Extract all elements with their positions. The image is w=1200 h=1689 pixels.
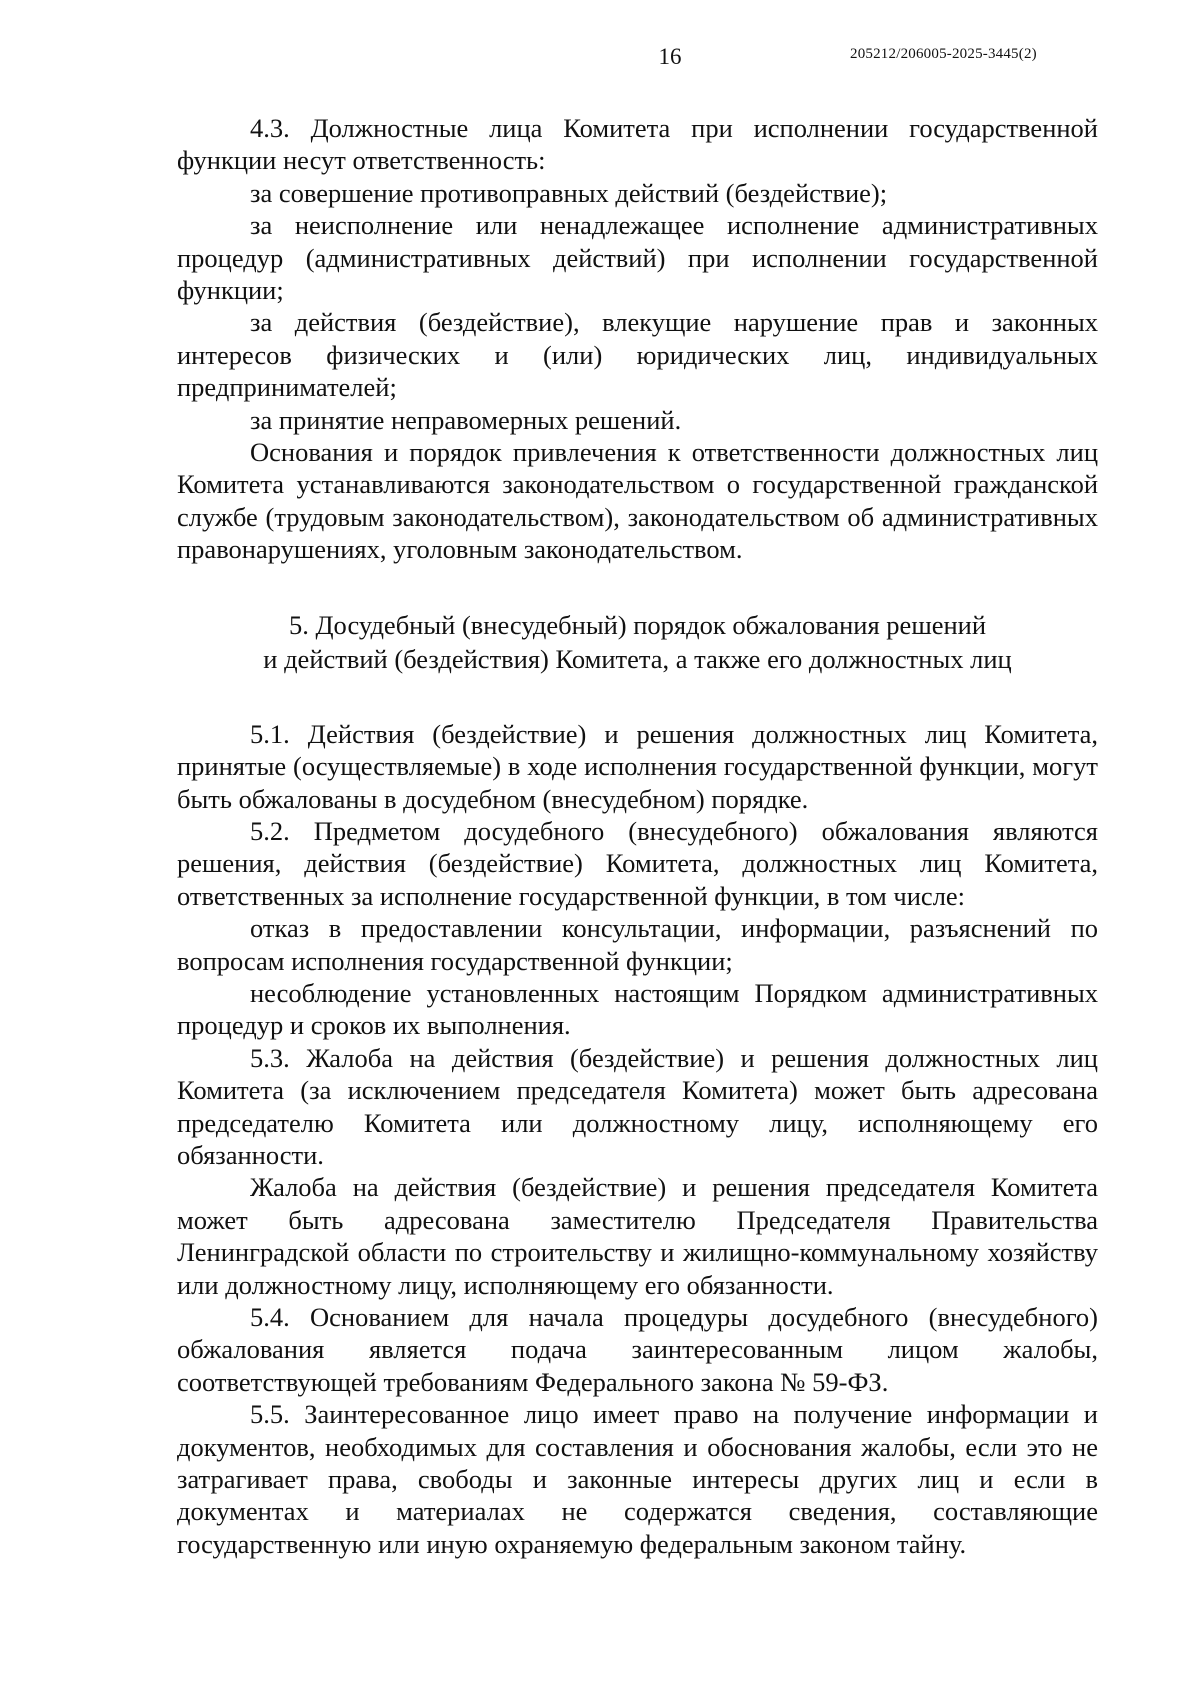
- paragraph-4-3-item-2: за неисполнение или ненадлежащее исполнение административных процедур (административных действий) при исполнении государственной функции;: [177, 210, 1098, 306]
- paragraph-5-2-item-2: несоблюдение установленных настоящим Порядком административных процедур и сроков их выполнения.: [177, 977, 1098, 1041]
- paragraph-5-5: 5.5. Заинтересованное лицо имеет право на получение информации и документов, необходимых для составления и обоснования жалобы, если это не затрагивает права, свободы и законные интересы других лиц и если в документах и материалах не содержатся сведения, составляющие государственную или иную охраняемую федеральным законом тайну.: [177, 1399, 1098, 1559]
- section-5-heading: [177, 608, 1098, 676]
- document-body: [177, 112, 1098, 1560]
- paragraph-5-3: 5.3. Жалоба на действия (бездействие) и решения должностных лиц Комитета (за исключением председателя Комитета) может быть адресована председателю Комитета или должностному лицу, исполняющему его обязанности.: [177, 1042, 1098, 1170]
- paragraph-4-3-item-4: за принятие неправомерных решений.: [250, 404, 682, 435]
- paragraph-4-3-grounds: Основания и порядок привлечения к ответственности должностных лиц Комитета устанавливаются законодательством о государственной гражданской службе (трудовым законодательством), законодательством об административных правонарушениях, уголовным законодательством.: [177, 437, 1098, 565]
- paragraph-4-3-item-3: за действия (бездействие), влекущие нарушение прав и законных интересов физических и (или) юридических лиц, индивидуальных предпринимателей;: [177, 307, 1098, 403]
- paragraph-5-1: 5.1. Действия (бездействие) и решения должностных лиц Комитета, принятые (осуществляемые) в ходе исполнения государственной функции, могут быть обжалованы в досудебном (внесудебном) порядке.: [177, 718, 1098, 814]
- document-code: 205212/206005-2025-3445(2): [850, 46, 1037, 62]
- section-5-heading-line-1: 5. Досудебный (внесудебный) порядок обжалования решений: [288, 609, 987, 640]
- paragraph-5-3-chairman: Жалоба на действия (бездействие) и решения председателя Комитета может быть адресована заместителю Председателя Правительства Ленинградской области по строительству и жилищно-коммунальному хозяйству или должностному лицу, исполняющему его обязанности.: [177, 1172, 1098, 1300]
- paragraph-5-2-item-1: отказ в предоставлении консультации, информации, разъяснений по вопросам исполнения государственной функции;: [177, 913, 1098, 976]
- paragraph-5-4: 5.4. Основанием для начала процедуры досудебного (внесудебного) обжалования является подача заинтересованным лицом жалобы, соответствующей требованиям Федерального закона № 59-ФЗ.: [177, 1302, 1098, 1397]
- paragraph-4-3: 4.3. Должностные лица Комитета при исполнении государственной функции несут ответственность:: [177, 113, 1098, 176]
- paragraph-4-3-item-1: за совершение противоправных действий (бездействие);: [250, 177, 888, 208]
- paragraph-5-2: 5.2. Предметом досудебного (внесудебного) обжалования являются решения, действия (бездействие) Комитета, должностных лиц Комитета, ответственных за исполнение государственной функции, в том числе:: [177, 815, 1098, 911]
- page-number: 16: [658, 44, 682, 69]
- section-5-heading-line-2: и действий (бездействия) Комитета, а также его должностных лиц: [263, 643, 1012, 674]
